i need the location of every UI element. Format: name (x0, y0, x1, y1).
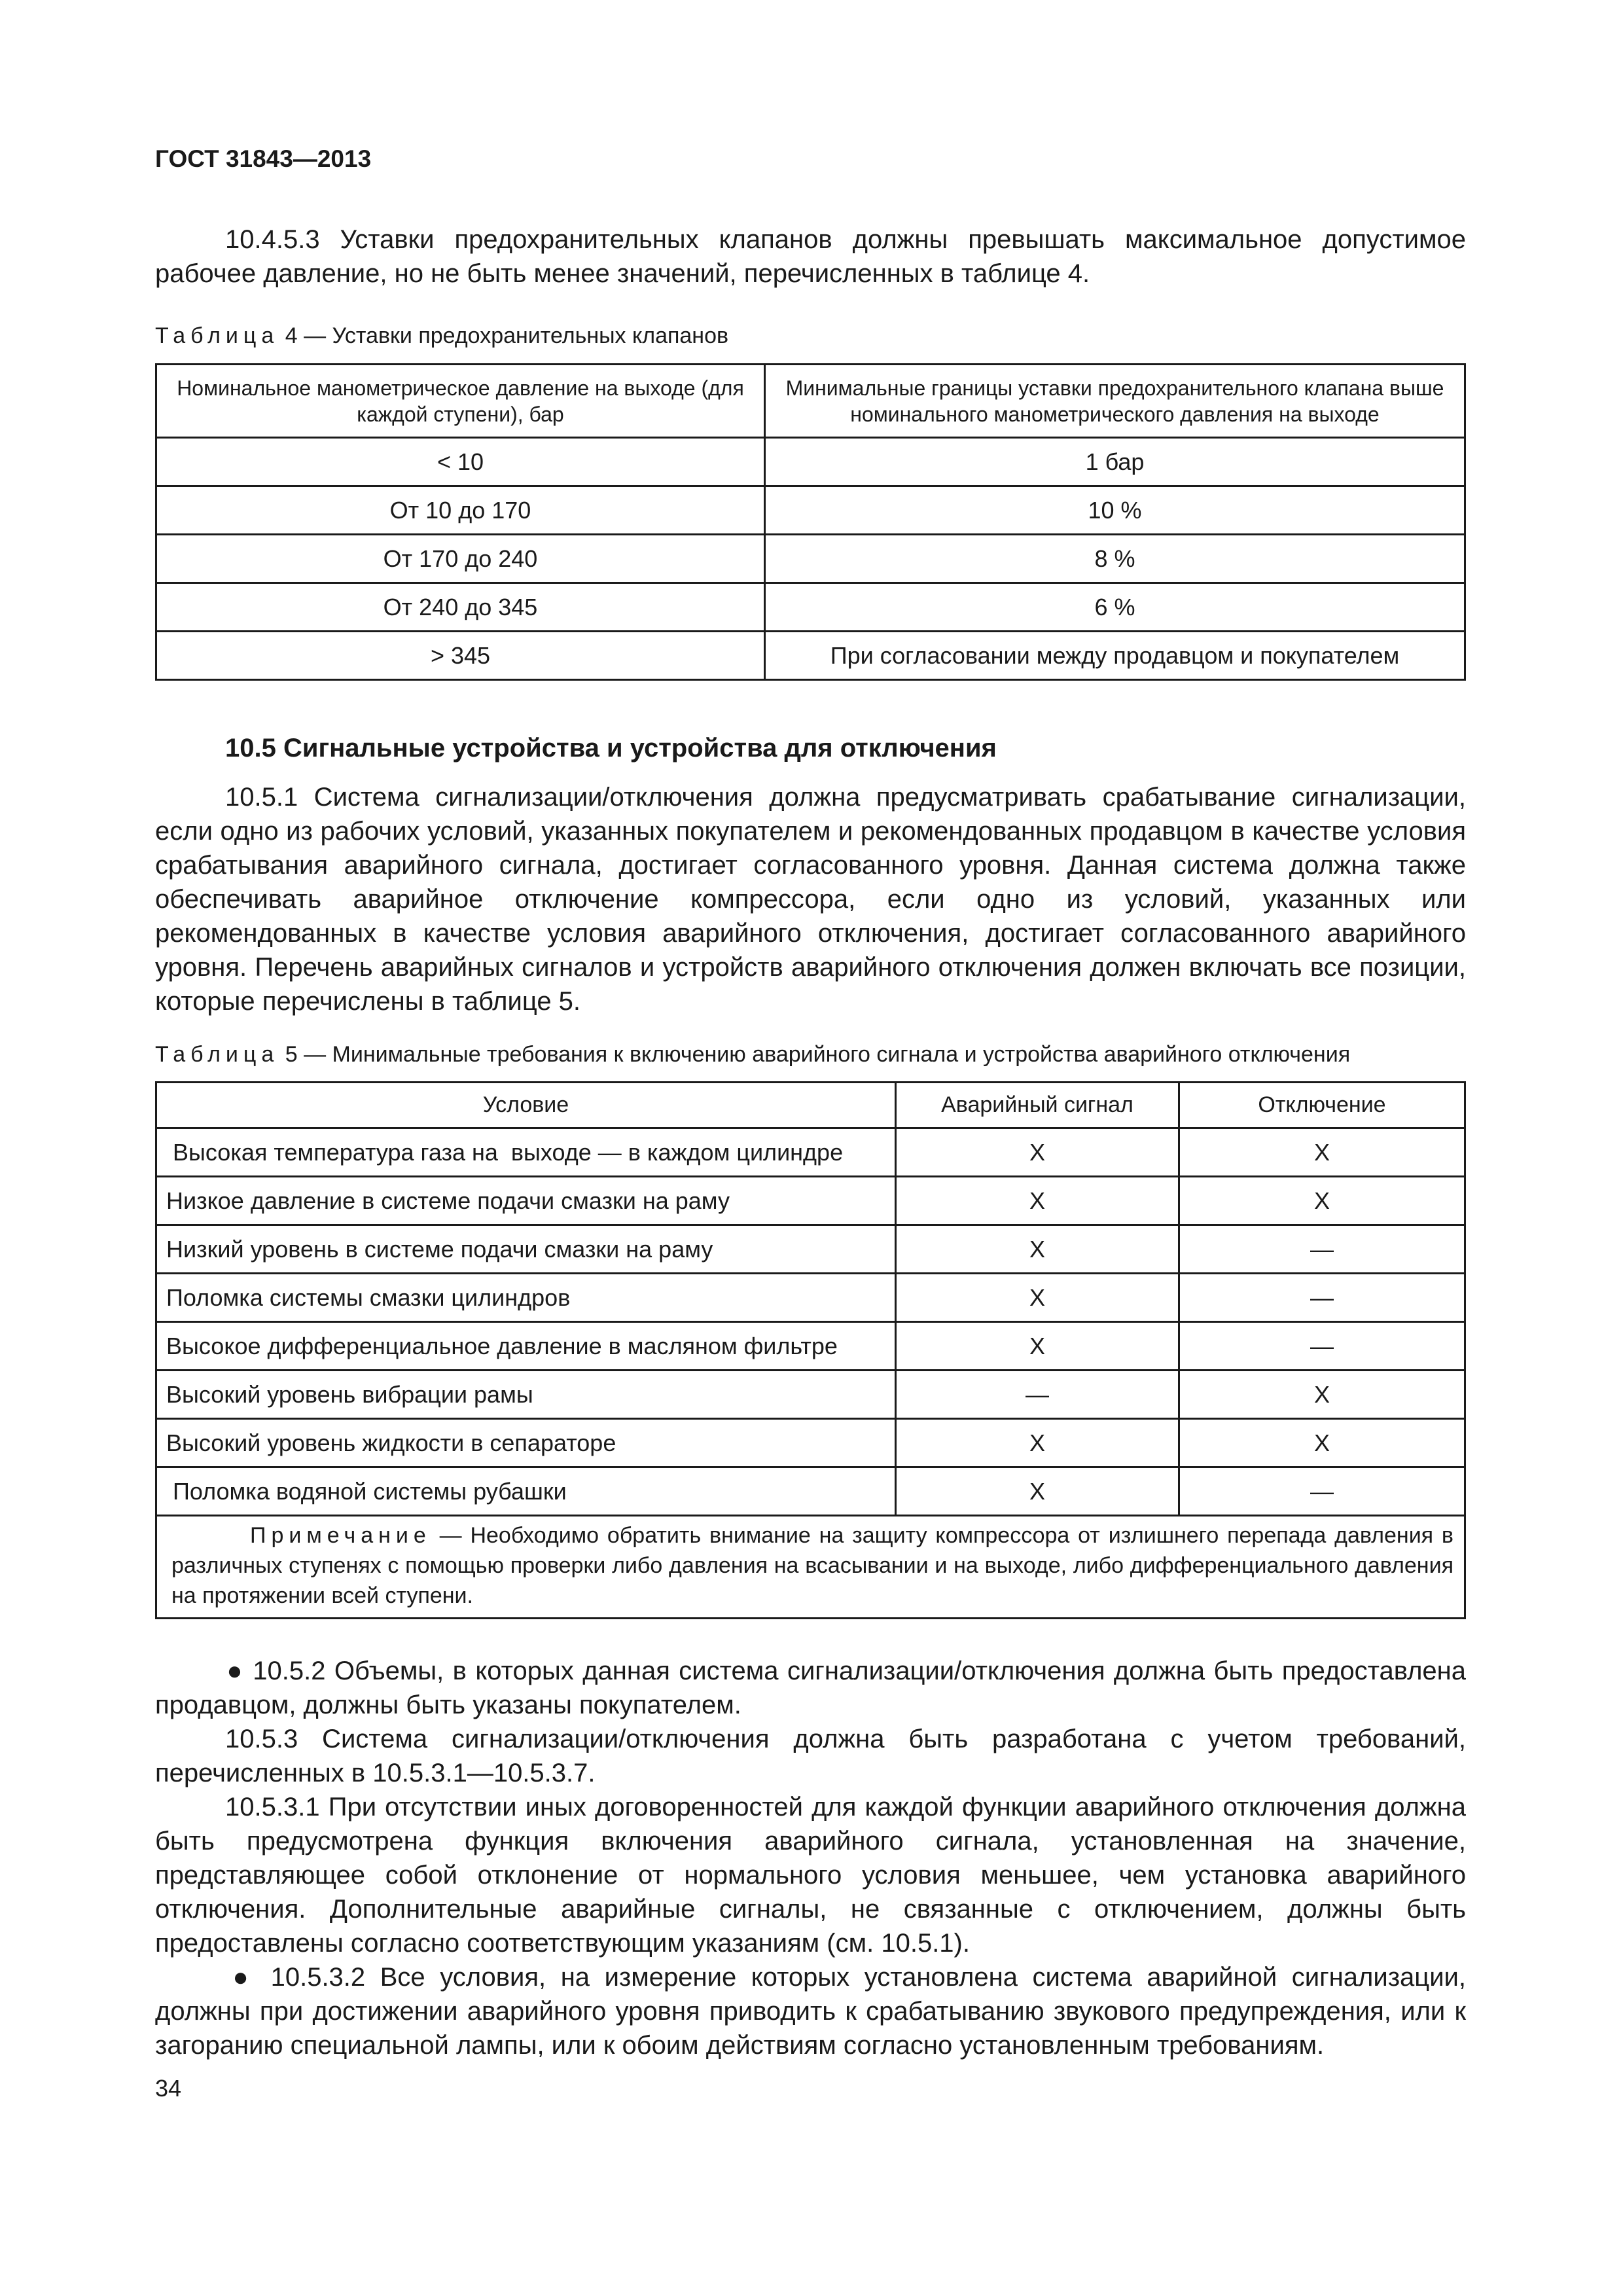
table-5 (155, 1081, 1466, 1619)
table4-cell: От 240 до 345 (156, 583, 765, 632)
table-row (156, 1419, 1465, 1467)
table-row (156, 632, 1465, 680)
table5-alarm-cell: X (896, 1177, 1179, 1225)
table5-alarm-cell: — (896, 1371, 1179, 1419)
paragraph-10-4-5-3: 10.4.5.3 Уставки предохранительных клапанов должны превышать максимальное допустимое рабочее давление, но не быть менее значений, перечисленных в таблице 4. (155, 225, 1466, 288)
table5-alarm-cell: X (896, 1419, 1179, 1467)
table4-cell: 1 бар (765, 438, 1465, 486)
table-row (156, 583, 1465, 632)
table-row (156, 1322, 1465, 1371)
table5-shutdown-cell: X (1179, 1419, 1465, 1467)
table5-shutdown-cell: — (1179, 1322, 1465, 1371)
table5-condition-cell: Низкое давление в системе подачи смазки на раму (156, 1177, 896, 1225)
table5-header-row (156, 1083, 1465, 1128)
document-header: ГОСТ 31843—2013 (155, 145, 372, 172)
table5-shutdown-cell: X (1179, 1371, 1465, 1419)
table5-shutdown-cell: — (1179, 1274, 1465, 1322)
table-row (156, 486, 1465, 535)
table5-shutdown-cell: X (1179, 1128, 1465, 1177)
page-number: 34 (155, 2075, 182, 2102)
table-row (156, 535, 1465, 583)
table4-caption: Таблица 4 — Уставки предохранительных клапанов (155, 323, 729, 348)
table5-alarm-cell: X (896, 1225, 1179, 1274)
table5-condition-cell: Низкий уровень в системе подачи смазки на раму (156, 1225, 896, 1274)
table-row (156, 438, 1465, 486)
table5-alarm-cell: X (896, 1128, 1179, 1177)
table4-cell: 6 % (765, 583, 1465, 632)
table-row (156, 1128, 1465, 1177)
table5-condition-cell: Высокая температура газа на выходе — в каждом цилиндре (156, 1128, 896, 1177)
table-row (156, 1274, 1465, 1322)
table-row (156, 1467, 1465, 1516)
table5-shutdown-cell: X (1179, 1177, 1465, 1225)
table5-condition-cell: Поломка системы смазки цилиндров (156, 1274, 896, 1322)
table4-cell: 8 % (765, 535, 1465, 583)
table4-header-cell: Минимальные границы уставки предохранительного клапана выше номинального манометрического давления на выходе (765, 365, 1465, 438)
table5-header-cell: Отключение (1179, 1083, 1465, 1128)
table5-alarm-cell: X (896, 1274, 1179, 1322)
table5-header-cell: Условие (156, 1083, 896, 1128)
table4-cell: От 10 до 170 (156, 486, 765, 535)
table5-shutdown-cell: — (1179, 1467, 1465, 1516)
paragraph-10-5-2: ● 10.5.2 Объемы, в которых данная система сигнализации/отключения должна быть предоставлена продавцом, должны быть указаны покупателем. (155, 1657, 1466, 1719)
table4-cell: > 345 (156, 632, 765, 680)
table5-header-cell: Аварийный сигнал (896, 1083, 1179, 1128)
table5-alarm-cell: X (896, 1467, 1179, 1516)
table5-alarm-cell: X (896, 1322, 1179, 1371)
paragraph-10-5-3-2: ● 10.5.3.2 Все условия, на измерение которых установлена система аварийной сигнализации, должны при достижении аварийного уровня приводить к срабатыванию звукового предупреждения, или к загоранию специальной лампы, или к обоим действиям согласно установленным требованиям. (155, 1963, 1466, 2060)
table4-cell: 10 % (765, 486, 1465, 535)
table-row (156, 1177, 1465, 1225)
paragraph-10-5-1: 10.5.1 Система сигнализации/отключения должна предусматривать срабатывание сигнализации, если одно из рабочих условий, указанных покупателем и рекомендованных продавцом в качестве условия срабатывания аварийного сигнала, достигает согласованного уровня. Данная система должна также обеспечивать аварийное отключение компрессора, если одно из условий, указанных или рекомендованных в качестве условия аварийного отключения, достигает согласованного аварийного уровня. Перечень аварийных сигналов и устройств аварийного отключения должен включать все позиции, которые перечислены в таблице 5. (155, 783, 1466, 1016)
table-row (156, 1371, 1465, 1419)
table-4 (155, 363, 1466, 681)
section-title-10-5: 10.5 Сигнальные устройства и устройства для отключения (225, 734, 997, 762)
table4-cell: < 10 (156, 438, 765, 486)
table4-header-row (156, 365, 1465, 438)
table5-condition-cell: Поломка водяной системы рубашки (156, 1467, 896, 1516)
table4-header-cell: Номинальное манометрическое давление на выходе (для каждой ступени), бар (156, 365, 765, 438)
table4-cell: При согласовании между продавцом и покупателем (765, 632, 1465, 680)
table5-condition-cell: Высокое дифференциальное давление в масляном фильтре (156, 1322, 896, 1371)
table5-shutdown-cell: — (1179, 1225, 1465, 1274)
table4-cell: От 170 до 240 (156, 535, 765, 583)
table5-caption: Таблица 5 — Минимальные требования к включению аварийного сигнала и устройства аварийного отключения (155, 1042, 1351, 1067)
table-row (156, 1225, 1465, 1274)
table5-condition-cell: Высокий уровень вибрации рамы (156, 1371, 896, 1419)
paragraph-10-5-3: 10.5.3 Система сигнализации/отключения должна быть разработана с учетом требований, перечисленных в 10.5.3.1—10.5.3.7. (155, 1725, 1466, 1787)
table5-note-row (156, 1516, 1465, 1619)
table5-condition-cell: Высокий уровень жидкости в сепараторе (156, 1419, 896, 1467)
table5-note: Примечание — Необходимо обратить внимание на защиту компрессора от излишнего перепада давления в различных ступенях с помощью проверки либо давления на всасывании и на выходе, либо дифференциального давления на протяжении всей ступени. (156, 1516, 1465, 1619)
paragraph-10-5-3-1: 10.5.3.1 При отсутствии иных договоренностей для каждой функции аварийного отключения должна быть предусмотрена функция включения аварийного сигнала, установленная на значение, представляющее собой отклонение от нормального условия меньшее, чем установка аварийного отключения. Дополнительные аварийные сигналы, не связанные с отключением, должны быть предоставлены согласно соответствующим указаниям (см. 10.5.1). (155, 1793, 1466, 1958)
